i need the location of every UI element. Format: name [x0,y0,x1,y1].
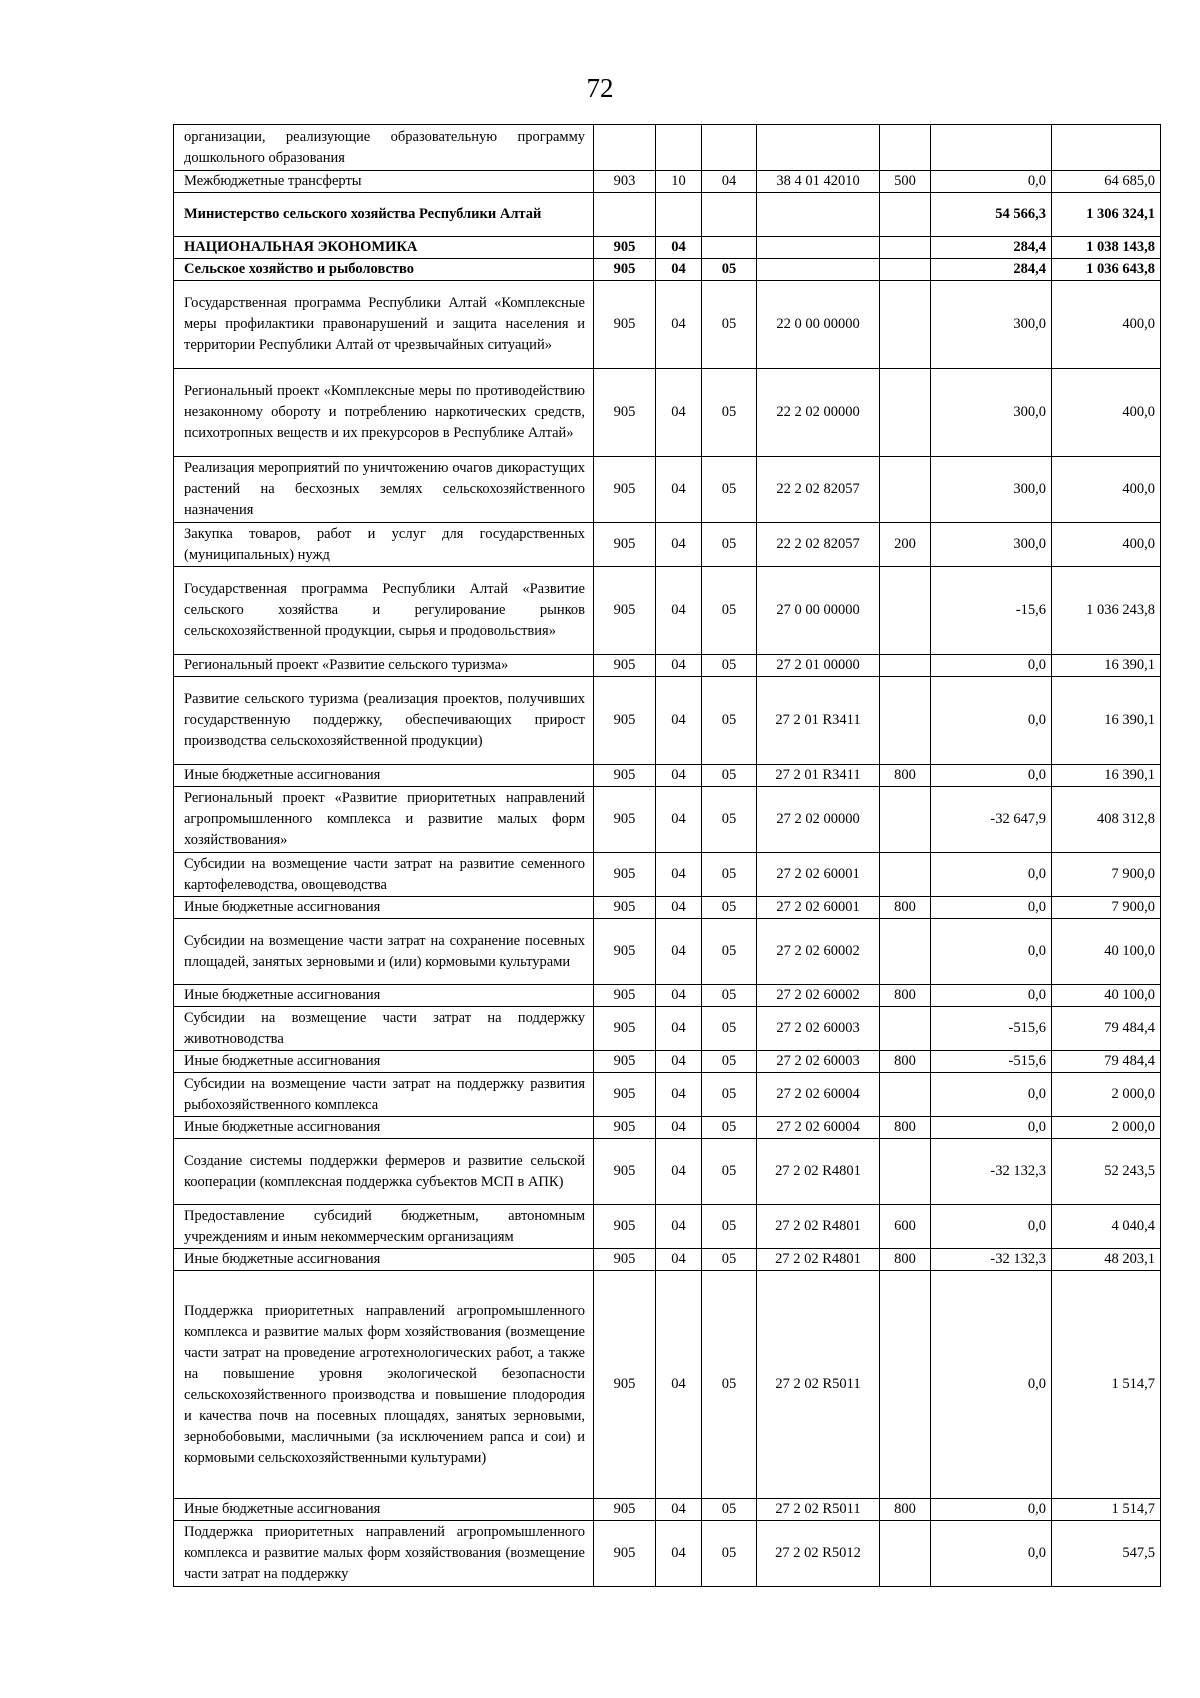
section-code-cell: 04 [656,1521,702,1587]
ministry-code-cell: 903 [594,171,656,193]
amount-change-cell: 54 566,3 [931,193,1052,237]
table-row [174,1073,1161,1117]
amount-total-cell: 40 100,0 [1052,919,1161,985]
subsection-code-cell: 05 [702,787,757,853]
amount-total-cell: 400,0 [1052,369,1161,457]
amount-total-cell [1052,125,1161,171]
table-row [174,1249,1161,1271]
ministry-code-cell: 905 [594,1117,656,1139]
amount-total-cell: 2 000,0 [1052,1073,1161,1117]
amount-change-cell: 0,0 [931,853,1052,897]
target-article-cell: 38 4 01 42010 [757,171,880,193]
amount-change-cell: 284,4 [931,237,1052,259]
ministry-code-cell: 905 [594,523,656,567]
target-article-cell [757,237,880,259]
target-article-cell: 27 2 02 60002 [757,985,880,1007]
amount-total-cell: 1 038 143,8 [1052,237,1161,259]
table-row [174,369,1161,457]
amount-change-cell: 300,0 [931,457,1052,523]
amount-change-cell: 0,0 [931,1073,1052,1117]
subsection-code-cell: 05 [702,457,757,523]
row-name-cell: Государственная программа Республики Алтай «Комплексные меры профилактики правонарушений и защита населения и территории Республики Алтай от чрезвычайных ситуаций» [174,281,594,369]
subsection-code-cell [702,125,757,171]
expense-type-cell: 800 [880,765,931,787]
ministry-code-cell [594,125,656,171]
ministry-code-cell: 905 [594,1249,656,1271]
subsection-code-cell: 05 [702,1521,757,1587]
amount-total-cell: 2 000,0 [1052,1117,1161,1139]
ministry-code-cell: 905 [594,457,656,523]
amount-total-cell: 40 100,0 [1052,985,1161,1007]
table-row [174,171,1161,193]
table-row [174,1139,1161,1205]
ministry-code-cell: 905 [594,1205,656,1249]
section-code-cell: 04 [656,1139,702,1205]
target-article-cell: 27 2 01 R3411 [757,765,880,787]
expense-type-cell: 600 [880,1205,931,1249]
target-article-cell: 27 2 02 60003 [757,1007,880,1051]
table-row [174,919,1161,985]
subsection-code-cell: 05 [702,765,757,787]
row-name-cell: Иные бюджетные ассигнования [174,1051,594,1073]
section-code-cell: 04 [656,787,702,853]
amount-total-cell: 1 036 643,8 [1052,259,1161,281]
ministry-code-cell: 905 [594,765,656,787]
ministry-code-cell: 905 [594,787,656,853]
row-name-cell: Министерство сельского хозяйства Республики Алтай [174,193,594,237]
section-code-cell [656,125,702,171]
table-row [174,897,1161,919]
table-row [174,765,1161,787]
amount-change-cell: 0,0 [931,1521,1052,1587]
expense-type-cell: 500 [880,171,931,193]
subsection-code-cell: 05 [702,1051,757,1073]
amount-change-cell: 0,0 [931,985,1052,1007]
amount-total-cell: 79 484,4 [1052,1051,1161,1073]
table-row [174,1499,1161,1521]
expense-type-cell: 800 [880,1249,931,1271]
amount-change-cell: 300,0 [931,281,1052,369]
expense-type-cell [880,677,931,765]
expense-type-cell: 800 [880,897,931,919]
amount-change-cell: 0,0 [931,1271,1052,1499]
target-article-cell: 27 2 02 R5011 [757,1499,880,1521]
expense-type-cell [880,281,931,369]
amount-change-cell: 0,0 [931,1117,1052,1139]
amount-total-cell: 16 390,1 [1052,655,1161,677]
expense-type-cell [880,259,931,281]
target-article-cell: 27 2 01 R3411 [757,677,880,765]
section-code-cell: 04 [656,1271,702,1499]
amount-change-cell: 300,0 [931,523,1052,567]
subsection-code-cell [702,193,757,237]
row-name-cell: Развитие сельского туризма (реализация проектов, получивших государственную поддержку, обеспечивающих прирост производства сельскохозяйственной продукции) [174,677,594,765]
row-name-cell: Создание системы поддержки фермеров и развитие сельской кооперации (комплексная поддержка субъектов МСП в АПК) [174,1139,594,1205]
target-article-cell: 22 2 02 82057 [757,457,880,523]
table-row [174,457,1161,523]
amount-total-cell: 52 243,5 [1052,1139,1161,1205]
amount-total-cell: 1 514,7 [1052,1499,1161,1521]
target-article-cell [757,193,880,237]
row-name-cell: Предоставление субсидий бюджетным, автономным учреждениям и иным некоммерческим организациям [174,1205,594,1249]
section-code-cell: 04 [656,1205,702,1249]
section-code-cell: 04 [656,1117,702,1139]
section-code-cell: 04 [656,919,702,985]
target-article-cell: 27 2 02 60004 [757,1117,880,1139]
target-article-cell: 22 2 02 82057 [757,523,880,567]
subsection-code-cell: 05 [702,259,757,281]
table-row [174,237,1161,259]
row-name-cell: Региональный проект «Развитие сельского туризма» [174,655,594,677]
amount-change-cell: 0,0 [931,897,1052,919]
table-body [174,125,1161,1587]
subsection-code-cell: 05 [702,567,757,655]
amount-change-cell: 0,0 [931,1205,1052,1249]
amount-total-cell: 1 514,7 [1052,1271,1161,1499]
amount-change-cell: -32 132,3 [931,1249,1052,1271]
amount-change-cell: -515,6 [931,1007,1052,1051]
row-name-cell: Иные бюджетные ассигнования [174,765,594,787]
amount-total-cell: 408 312,8 [1052,787,1161,853]
table-row [174,1117,1161,1139]
section-code-cell: 04 [656,1249,702,1271]
subsection-code-cell: 05 [702,1117,757,1139]
section-code-cell: 10 [656,171,702,193]
subsection-code-cell: 04 [702,171,757,193]
row-name-cell: Субсидии на возмещение части затрат на поддержку животноводства [174,1007,594,1051]
expense-type-cell [880,655,931,677]
section-code-cell: 04 [656,655,702,677]
ministry-code-cell: 905 [594,1073,656,1117]
subsection-code-cell: 05 [702,1073,757,1117]
amount-total-cell: 48 203,1 [1052,1249,1161,1271]
row-name-cell: Иные бюджетные ассигнования [174,897,594,919]
section-code-cell [656,193,702,237]
row-name-cell: Региональный проект «Развитие приоритетных направлений агропромышленного комплекса и развитие малых форм хозяйствования» [174,787,594,853]
expense-type-cell [880,1007,931,1051]
row-name-cell: организации, реализующие образовательную программу дошкольного образования [174,125,594,171]
row-name-cell: Поддержка приоритетных направлений агропромышленного комплекса и развитие малых форм хозяйствования (возмещение части затрат на проведение агротехнологических работ, а также на повышение уровня экологической безопасности сельскохозяйственного производства и повышение плодородия и качества почв на посевных площадях, занятых зерновыми, зернобобовыми, масличными (за исключением рапса и сои) и кормовыми сельскохозяйственными культурами) [174,1271,594,1499]
ministry-code-cell: 905 [594,1521,656,1587]
expense-type-cell: 800 [880,1499,931,1521]
row-name-cell: Иные бюджетные ассигнования [174,985,594,1007]
amount-total-cell: 400,0 [1052,281,1161,369]
page-number: 72 [586,73,614,103]
amount-total-cell: 16 390,1 [1052,677,1161,765]
amount-total-cell: 400,0 [1052,523,1161,567]
ministry-code-cell: 905 [594,567,656,655]
expense-type-cell [880,193,931,237]
row-name-cell: Иные бюджетные ассигнования [174,1117,594,1139]
table-row [174,1271,1161,1499]
expense-type-cell [880,1073,931,1117]
ministry-code-cell: 905 [594,853,656,897]
section-code-cell: 04 [656,1499,702,1521]
table-row [174,1521,1161,1587]
table-row [174,193,1161,237]
row-name-cell: Государственная программа Республики Алтай «Развитие сельского хозяйства и регулирование рынков сельскохозяйственной продукции, сырья и продовольствия» [174,567,594,655]
table-row [174,1051,1161,1073]
table-row [174,125,1161,171]
ministry-code-cell: 905 [594,985,656,1007]
expense-type-cell [880,125,931,171]
subsection-code-cell: 05 [702,1007,757,1051]
target-article-cell [757,125,880,171]
subsection-code-cell: 05 [702,1499,757,1521]
ministry-code-cell: 905 [594,897,656,919]
row-name-cell: Иные бюджетные ассигнования [174,1499,594,1521]
target-article-cell: 27 2 02 60003 [757,1051,880,1073]
ministry-code-cell: 905 [594,237,656,259]
amount-change-cell: 0,0 [931,171,1052,193]
ministry-code-cell: 905 [594,655,656,677]
subsection-code-cell: 05 [702,919,757,985]
ministry-code-cell: 905 [594,677,656,765]
amount-change-cell: 300,0 [931,369,1052,457]
target-article-cell: 27 0 00 00000 [757,567,880,655]
expense-type-cell [880,237,931,259]
table-row [174,259,1161,281]
row-name-cell: Иные бюджетные ассигнования [174,1249,594,1271]
ministry-code-cell: 905 [594,1139,656,1205]
expense-type-cell [880,369,931,457]
target-article-cell: 22 0 00 00000 [757,281,880,369]
amount-total-cell: 7 900,0 [1052,853,1161,897]
subsection-code-cell: 05 [702,1271,757,1499]
subsection-code-cell [702,237,757,259]
subsection-code-cell: 05 [702,369,757,457]
section-code-cell: 04 [656,853,702,897]
row-name-cell: НАЦИОНАЛЬНАЯ ЭКОНОМИКА [174,237,594,259]
ministry-code-cell: 905 [594,1007,656,1051]
target-article-cell: 27 2 02 R4801 [757,1249,880,1271]
table-row [174,787,1161,853]
target-article-cell [757,259,880,281]
section-code-cell: 04 [656,457,702,523]
amount-total-cell: 16 390,1 [1052,765,1161,787]
section-code-cell: 04 [656,1073,702,1117]
amount-total-cell: 79 484,4 [1052,1007,1161,1051]
section-code-cell: 04 [656,765,702,787]
subsection-code-cell: 05 [702,1139,757,1205]
amount-total-cell: 7 900,0 [1052,897,1161,919]
expense-type-cell [880,1139,931,1205]
subsection-code-cell: 05 [702,1249,757,1271]
subsection-code-cell: 05 [702,655,757,677]
budget-table [173,124,1161,1587]
target-article-cell: 27 2 02 R4801 [757,1205,880,1249]
table-row [174,655,1161,677]
target-article-cell: 27 2 02 60001 [757,853,880,897]
amount-change-cell: 284,4 [931,259,1052,281]
subsection-code-cell: 05 [702,853,757,897]
ministry-code-cell: 905 [594,1051,656,1073]
subsection-code-cell: 05 [702,281,757,369]
ministry-code-cell: 905 [594,1271,656,1499]
section-code-cell: 04 [656,897,702,919]
subsection-code-cell: 05 [702,1205,757,1249]
target-article-cell: 27 2 01 00000 [757,655,880,677]
amount-change-cell: 0,0 [931,919,1052,985]
amount-total-cell: 4 040,4 [1052,1205,1161,1249]
target-article-cell: 27 2 02 R5011 [757,1271,880,1499]
section-code-cell: 04 [656,259,702,281]
amount-change-cell: -32 132,3 [931,1139,1052,1205]
expense-type-cell [880,1521,931,1587]
table-row [174,677,1161,765]
row-name-cell: Субсидии на возмещение части затрат на сохранение посевных площадей, занятых зерновыми и (или) кормовыми культурами [174,919,594,985]
target-article-cell: 27 2 02 60004 [757,1073,880,1117]
expense-type-cell: 800 [880,1051,931,1073]
expense-type-cell [880,457,931,523]
expense-type-cell [880,567,931,655]
target-article-cell: 27 2 02 R4801 [757,1139,880,1205]
expense-type-cell [880,787,931,853]
expense-type-cell [880,919,931,985]
table-row [174,567,1161,655]
ministry-code-cell: 905 [594,369,656,457]
ministry-code-cell: 905 [594,919,656,985]
subsection-code-cell: 05 [702,523,757,567]
expense-type-cell [880,1271,931,1499]
amount-change-cell [931,125,1052,171]
expense-type-cell [880,853,931,897]
row-name-cell: Межбюджетные трансферты [174,171,594,193]
expense-type-cell: 200 [880,523,931,567]
table-row [174,1205,1161,1249]
section-code-cell: 04 [656,985,702,1007]
section-code-cell: 04 [656,281,702,369]
ministry-code-cell: 905 [594,259,656,281]
table-row [174,523,1161,567]
amount-total-cell: 547,5 [1052,1521,1161,1587]
amount-change-cell: 0,0 [931,677,1052,765]
row-name-cell: Региональный проект «Комплексные меры по противодействию незаконному обороту и потреблению наркотических средств, психотропных веществ и их прекурсоров в Республике Алтай» [174,369,594,457]
row-name-cell: Закупка товаров, работ и услуг для государственных (муниципальных) нужд [174,523,594,567]
target-article-cell: 27 2 02 00000 [757,787,880,853]
expense-type-cell: 800 [880,1117,931,1139]
section-code-cell: 04 [656,369,702,457]
amount-change-cell: -515,6 [931,1051,1052,1073]
row-name-cell: Субсидии на возмещение части затрат на развитие семенного картофелеводства, овощеводства [174,853,594,897]
table-row [174,985,1161,1007]
section-code-cell: 04 [656,1007,702,1051]
section-code-cell: 04 [656,1051,702,1073]
amount-change-cell: -32 647,9 [931,787,1052,853]
subsection-code-cell: 05 [702,985,757,1007]
amount-change-cell: 0,0 [931,765,1052,787]
row-name-cell: Поддержка приоритетных направлений агропромышленного комплекса и развитие малых форм хозяйствования (возмещение части затрат на поддержку [174,1521,594,1587]
row-name-cell: Субсидии на возмещение части затрат на поддержку развития рыбохозяйственного комплекса [174,1073,594,1117]
subsection-code-cell: 05 [702,677,757,765]
ministry-code-cell: 905 [594,1499,656,1521]
table-row [174,853,1161,897]
table-row [174,281,1161,369]
amount-change-cell: -15,6 [931,567,1052,655]
expense-type-cell: 800 [880,985,931,1007]
subsection-code-cell: 05 [702,897,757,919]
amount-change-cell: 0,0 [931,655,1052,677]
ministry-code-cell [594,193,656,237]
section-code-cell: 04 [656,237,702,259]
amount-change-cell: 0,0 [931,1499,1052,1521]
section-code-cell: 04 [656,677,702,765]
amount-total-cell: 1 036 243,8 [1052,567,1161,655]
table-row [174,1007,1161,1051]
amount-total-cell: 400,0 [1052,457,1161,523]
section-code-cell: 04 [656,523,702,567]
target-article-cell: 27 2 02 R5012 [757,1521,880,1587]
ministry-code-cell: 905 [594,281,656,369]
target-article-cell: 27 2 02 60001 [757,897,880,919]
amount-total-cell: 1 306 324,1 [1052,193,1161,237]
target-article-cell: 22 2 02 00000 [757,369,880,457]
target-article-cell: 27 2 02 60002 [757,919,880,985]
section-code-cell: 04 [656,567,702,655]
amount-total-cell: 64 685,0 [1052,171,1161,193]
row-name-cell: Реализация мероприятий по уничтожению очагов дикорастущих растений на бесхозных землях сельскохозяйственного назначения [174,457,594,523]
row-name-cell: Сельское хозяйство и рыболовство [174,259,594,281]
